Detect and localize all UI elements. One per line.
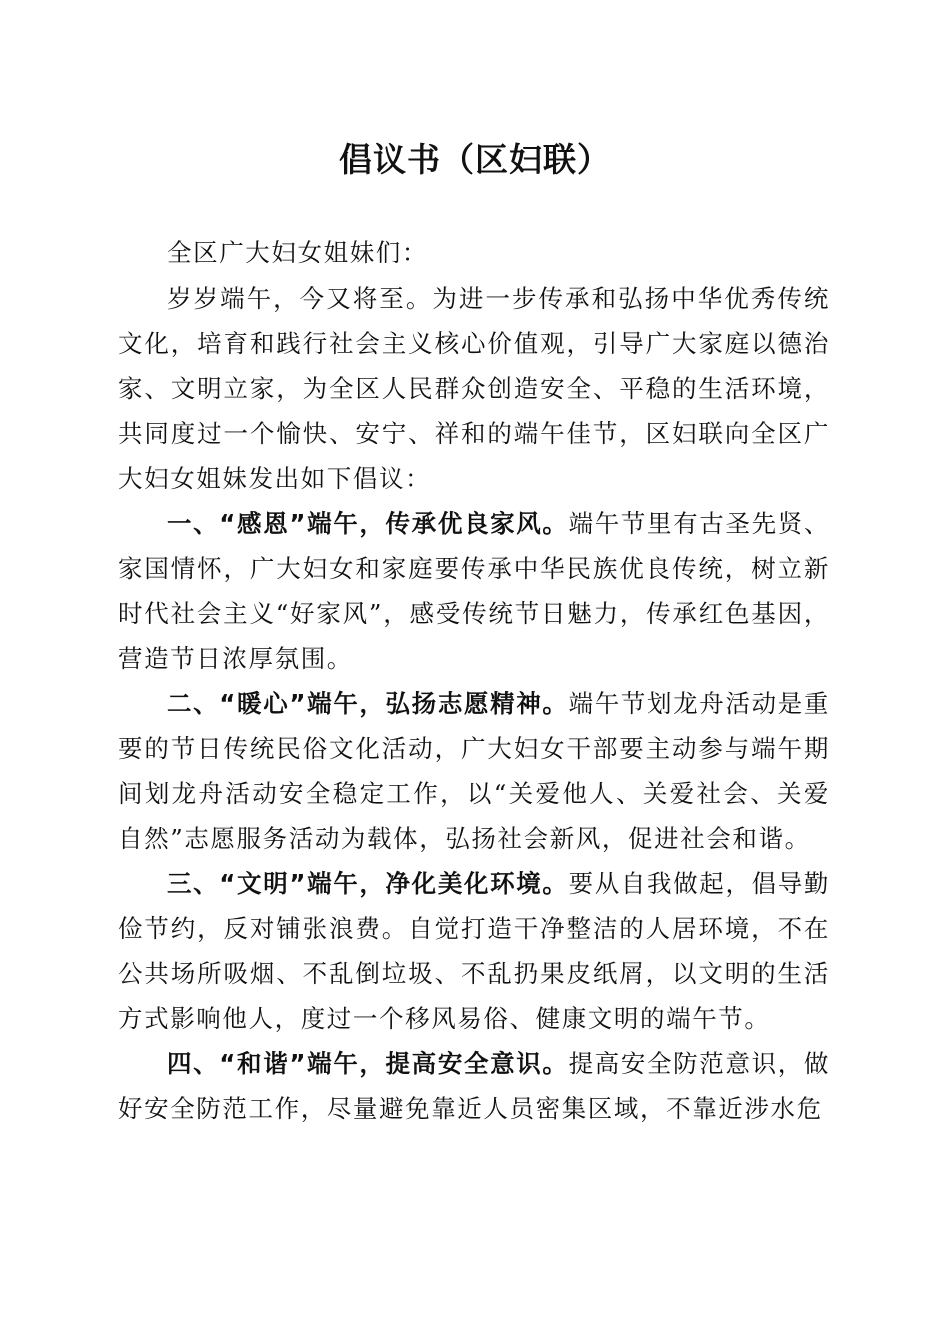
proposal-heading-1: 一、“感恩”端午，传承优良家风。 bbox=[167, 509, 569, 538]
document-body bbox=[118, 230, 830, 1131]
proposal-text-4: 提高安全防范意识，做好安全防范工作，尽量避免靠近人员密集区域，不靠近涉水危 bbox=[118, 1049, 830, 1123]
proposal-text-1: 端午节里有古圣先贤、家国情怀，广大妇女和家庭要传承中华民族优良传统，树立新时代社会主义“好家风”，感受传统节日魅力，传承红色基因，营造节日浓厚氛围。 bbox=[118, 509, 830, 673]
proposal-heading-2: 二、“暖心”端午，弘扬志愿精神。 bbox=[167, 689, 569, 718]
intro-paragraph: 岁岁端午，今又将至。为进一步传承和弘扬中华优秀传统文化，培育和践行社会主义核心价值观，引导广大家庭以德治家、文明立家，为全区人民群众创造安全、平稳的生活环境，共同度过一个愉快、安宁、祥和的端午佳节，区妇联向全区广大妇女姐妹发出如下倡议： bbox=[118, 284, 830, 493]
proposal-item-2 bbox=[118, 681, 830, 861]
proposal-item-1 bbox=[118, 501, 830, 681]
proposal-text-3: 要从自我做起，倡导勤俭节约，反对铺张浪费。自觉打造干净整洁的人居环境，不在公共场所吸烟、不乱倒垃圾、不乱扔果皮纸屑，以文明的生活方式影响他人，度过一个移风易俗、健康文明的端午节。 bbox=[118, 869, 830, 1033]
salutation: 全区广大妇女姐妹们： bbox=[167, 238, 428, 267]
proposal-item-4 bbox=[118, 1041, 830, 1131]
page-title: 倡议书（区妇联） bbox=[339, 140, 611, 179]
proposal-heading-4: 四、“和谐”端午，提高安全意识。 bbox=[167, 1049, 569, 1078]
proposal-item-3 bbox=[118, 861, 830, 1041]
proposal-text-2: 端午节划龙舟活动是重要的节日传统民俗文化活动，广大妇女干部要主动参与端午期间划龙舟活动安全稳定工作，以“关爱他人、关爱社会、关爱自然”志愿服务活动为载体，弘扬社会新风，促进社会和谐。 bbox=[118, 689, 830, 853]
proposal-heading-3: 三、“文明”端午，净化美化环境。 bbox=[167, 869, 569, 898]
